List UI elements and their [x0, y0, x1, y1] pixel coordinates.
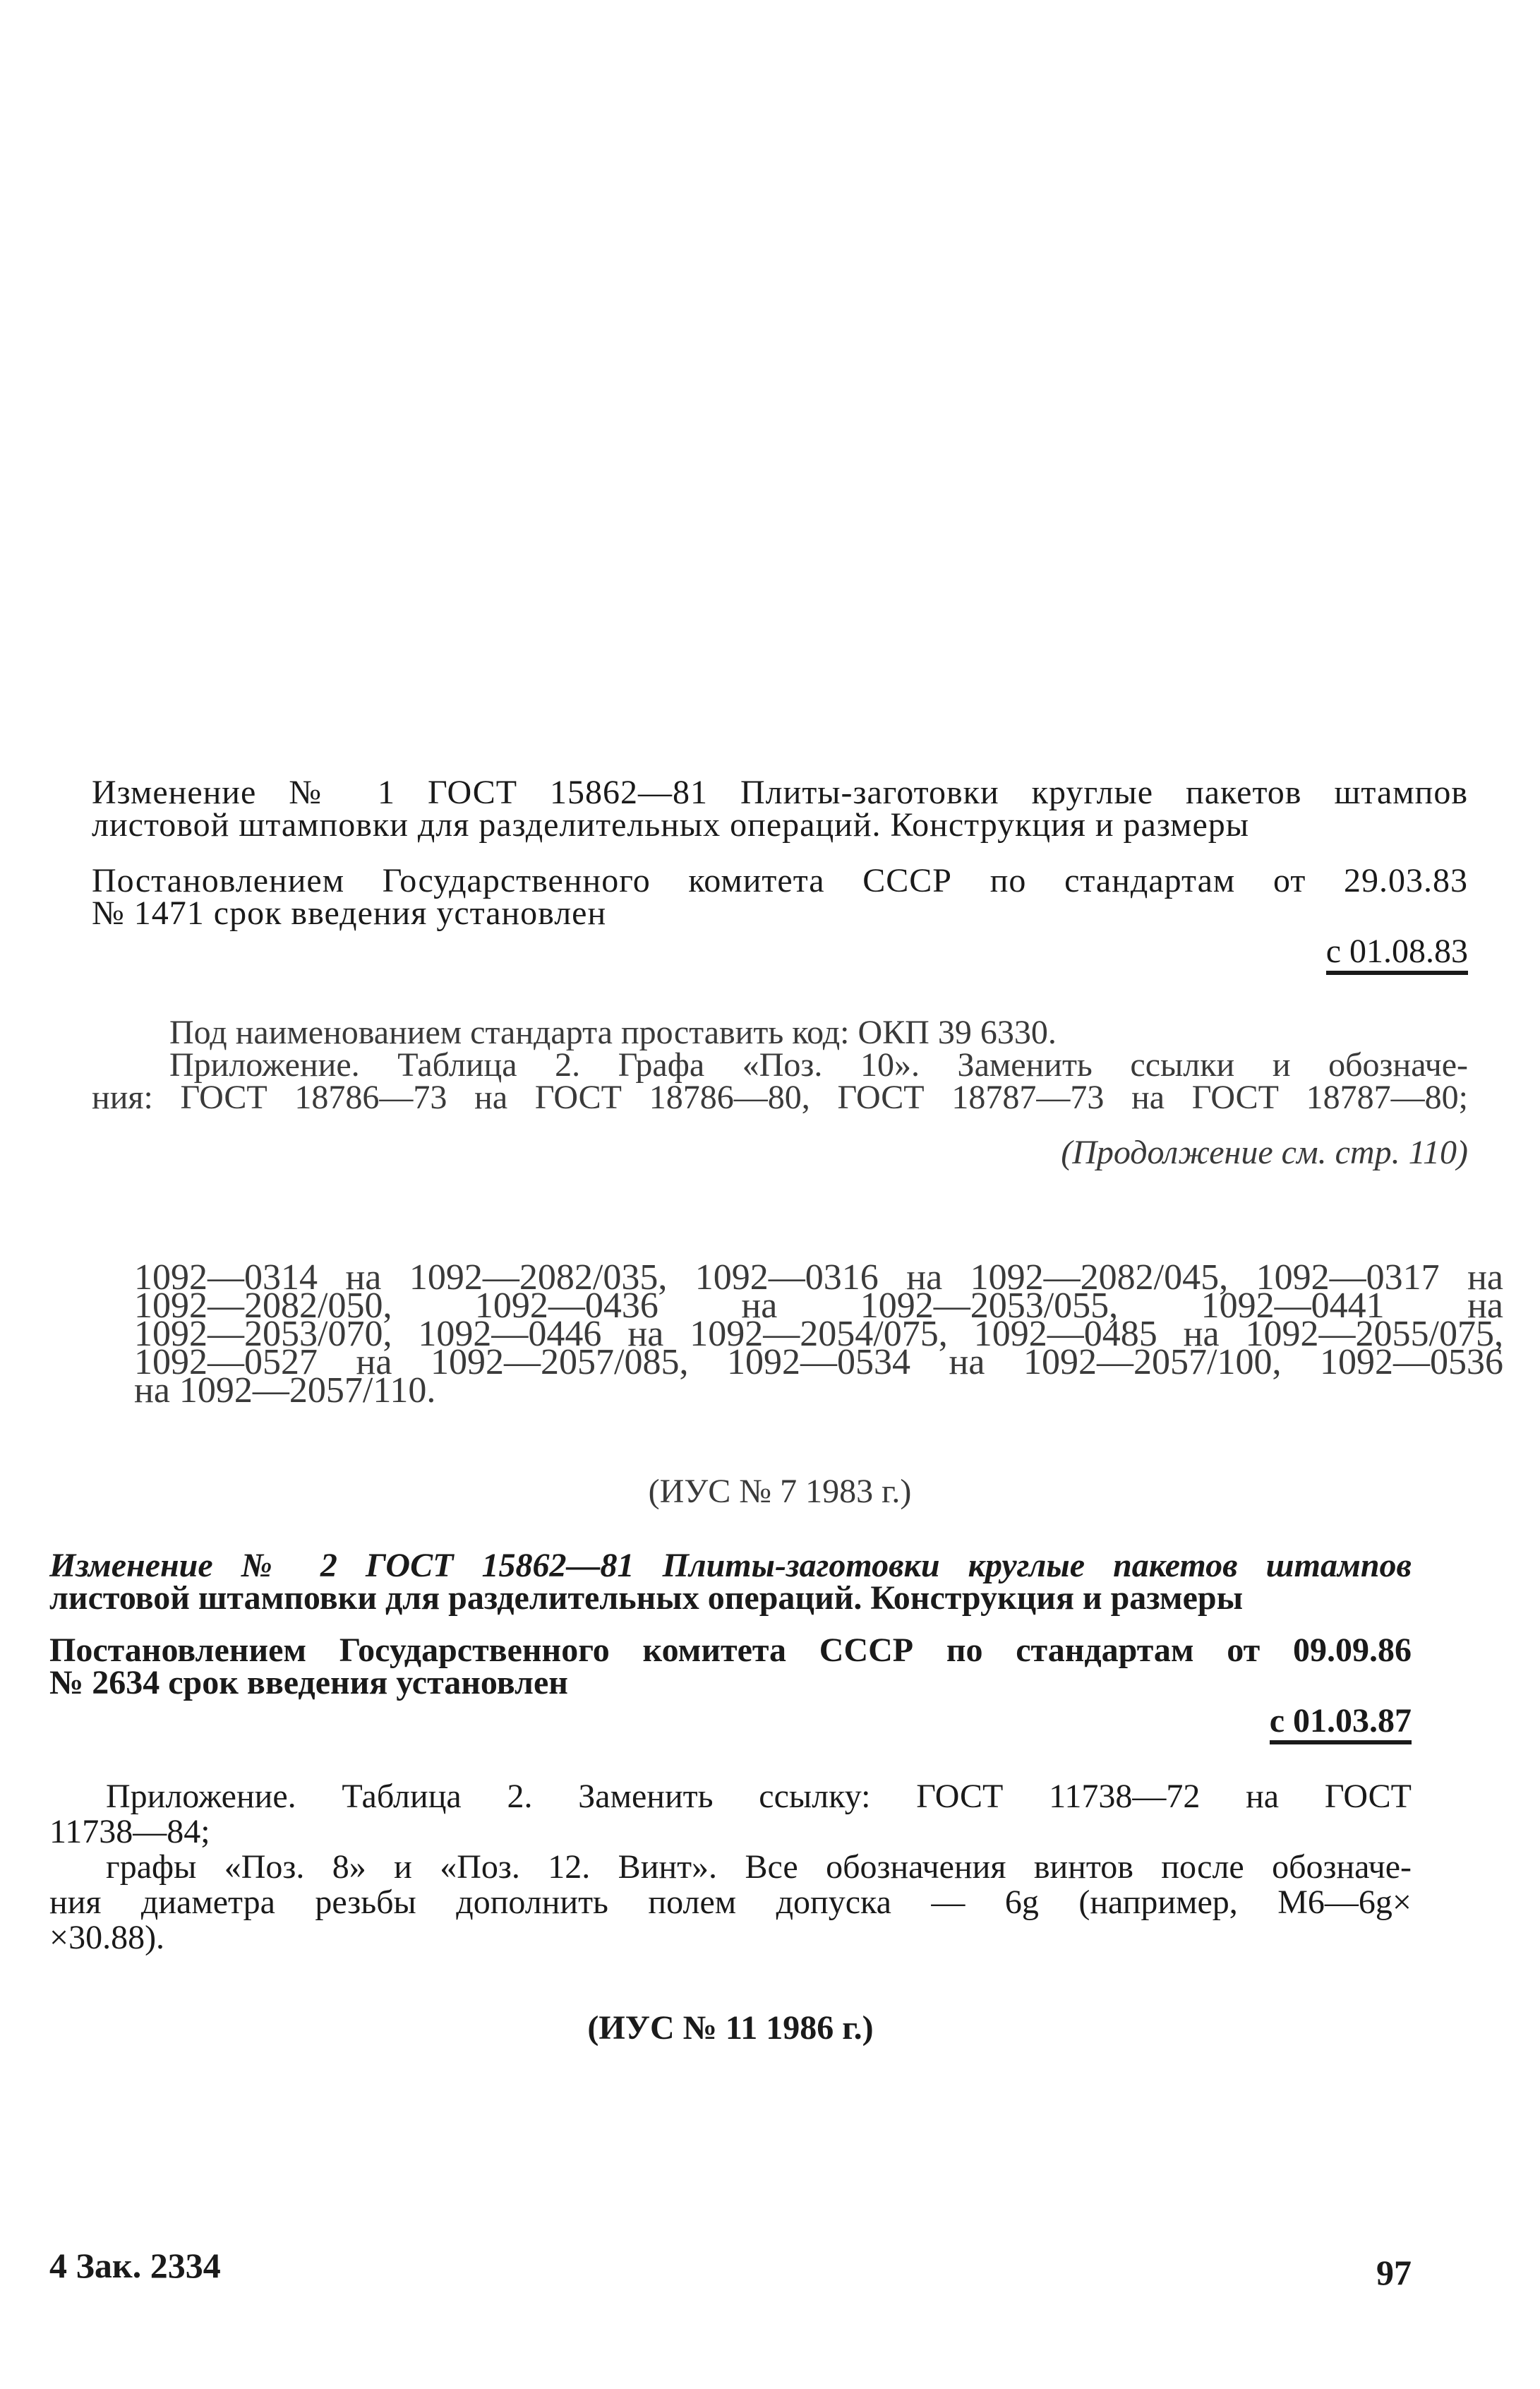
- amendment-2-text-line-3: графы «Поз. 8» и «Поз. 12. Винт». Все обозначения винтов после обозначе-: [106, 1848, 1412, 1886]
- amendment-2-title-line-2: листовой штамповки для разделительных операций. Конструкция и размеры: [49, 1579, 1244, 1617]
- amendment-1-decree: [92, 862, 1468, 932]
- amendment-1-text-line-1: Под наименованием стандарта проставить код: ОКП 39 6330.: [169, 1014, 1057, 1051]
- amendment-1-title-line-1: Изменение № 1 ГОСТ 15862—81 Плиты-заготовки круглые пакетов штампов: [92, 774, 1468, 811]
- amendment-2-text-line-1: Приложение. Таблица 2. Заменить ссылку: ГОСТ 11738—72 на ГОСТ: [106, 1778, 1412, 1815]
- amendment-2-effective-date: с 01.03.87: [1270, 1705, 1412, 1744]
- amendment-1-decree-line-1: Постановлением Государственного комитета СССР по стандартам от 29.03.83: [92, 862, 1468, 899]
- amendment-1-ius: (ИУС № 7 1983 г.): [648, 1473, 912, 1510]
- amendment-2-decree-line-2: № 2634 срок введения установлен: [49, 1664, 568, 1701]
- amendment-1-replacement-list: [134, 1257, 1503, 1411]
- amendment-2-title: [49, 1547, 1412, 1617]
- amendment-2-decree-line-1: Постановлением Государственного комитета СССР по стандартам от 09.09.86: [49, 1631, 1412, 1669]
- amendment-1-text-line-2: Приложение. Таблица 2. Графа «Поз. 10». Заменить ссылки и обозначе-: [169, 1046, 1468, 1084]
- continuation-note: (Продолжение см. стр. 110): [1061, 1134, 1468, 1171]
- order-number: 4 Зак. 2334: [49, 2246, 221, 2285]
- amendment-1-effective-date-row: [92, 935, 1468, 975]
- amendment-2-ius-row: [49, 2009, 1412, 2047]
- amendment-2-ius: (ИУС № 11 1986 г.): [587, 2009, 874, 2047]
- amendment-1-ius-row: [92, 1475, 1468, 1508]
- amendment-1-title: [92, 774, 1468, 844]
- amendment-2-text-line-2: 11738—84;: [49, 1813, 210, 1850]
- amendment-1-decree-line-2: № 1471 срок введения установлен: [92, 894, 607, 932]
- amendment-2-text: [49, 1778, 1412, 1956]
- amendment-2-effective-date-row: [49, 1702, 1412, 1744]
- list-item: 1092—2082/050, 1092—0436 на 1092—2053/055, 1092—0441 на: [134, 1286, 1503, 1326]
- list-item: 1092—0527 на 1092—2057/085, 1092—0534 на 1092—2057/100, 1092—0536: [134, 1342, 1503, 1382]
- amendment-1-continuation: [92, 1134, 1468, 1171]
- list-item: 1092—2053/070, 1092—0446 на 1092—2054/075, 1092—0485 на 1092—2055/075,: [134, 1314, 1503, 1354]
- amendment-2-text-line-4: ния диаметра резьбы дополнить полем допуска — 6g (например, М6—6g×: [49, 1884, 1412, 1921]
- amendment-2-title-line-1: Изменение № 2 ГОСТ 15862—81 Плиты-заготовки круглые пакетов штампов: [49, 1547, 1412, 1584]
- amendment-1-text-line-3: ния: ГОСТ 18786—73 на ГОСТ 18786—80, ГОСТ 18787—73 на ГОСТ 18787—80;: [92, 1079, 1468, 1116]
- amendment-1-text: [92, 1014, 1468, 1116]
- amendment-1-title-line-2: листовой штамповки для разделительных операций. Конструкция и размеры: [92, 806, 1250, 844]
- amendment-2-decree: [49, 1631, 1412, 1701]
- amendment-1-effective-date: с 01.08.83: [1326, 935, 1468, 975]
- list-item: на 1092—2057/110.: [134, 1370, 436, 1411]
- page-number: 97: [1376, 2253, 1412, 2292]
- amendment-2-text-line-5: ×30.88).: [49, 1919, 165, 1956]
- list-item: 1092—0314 на 1092—2082/035, 1092—0316 на 1092—2082/045, 1092—0317 на: [134, 1257, 1503, 1298]
